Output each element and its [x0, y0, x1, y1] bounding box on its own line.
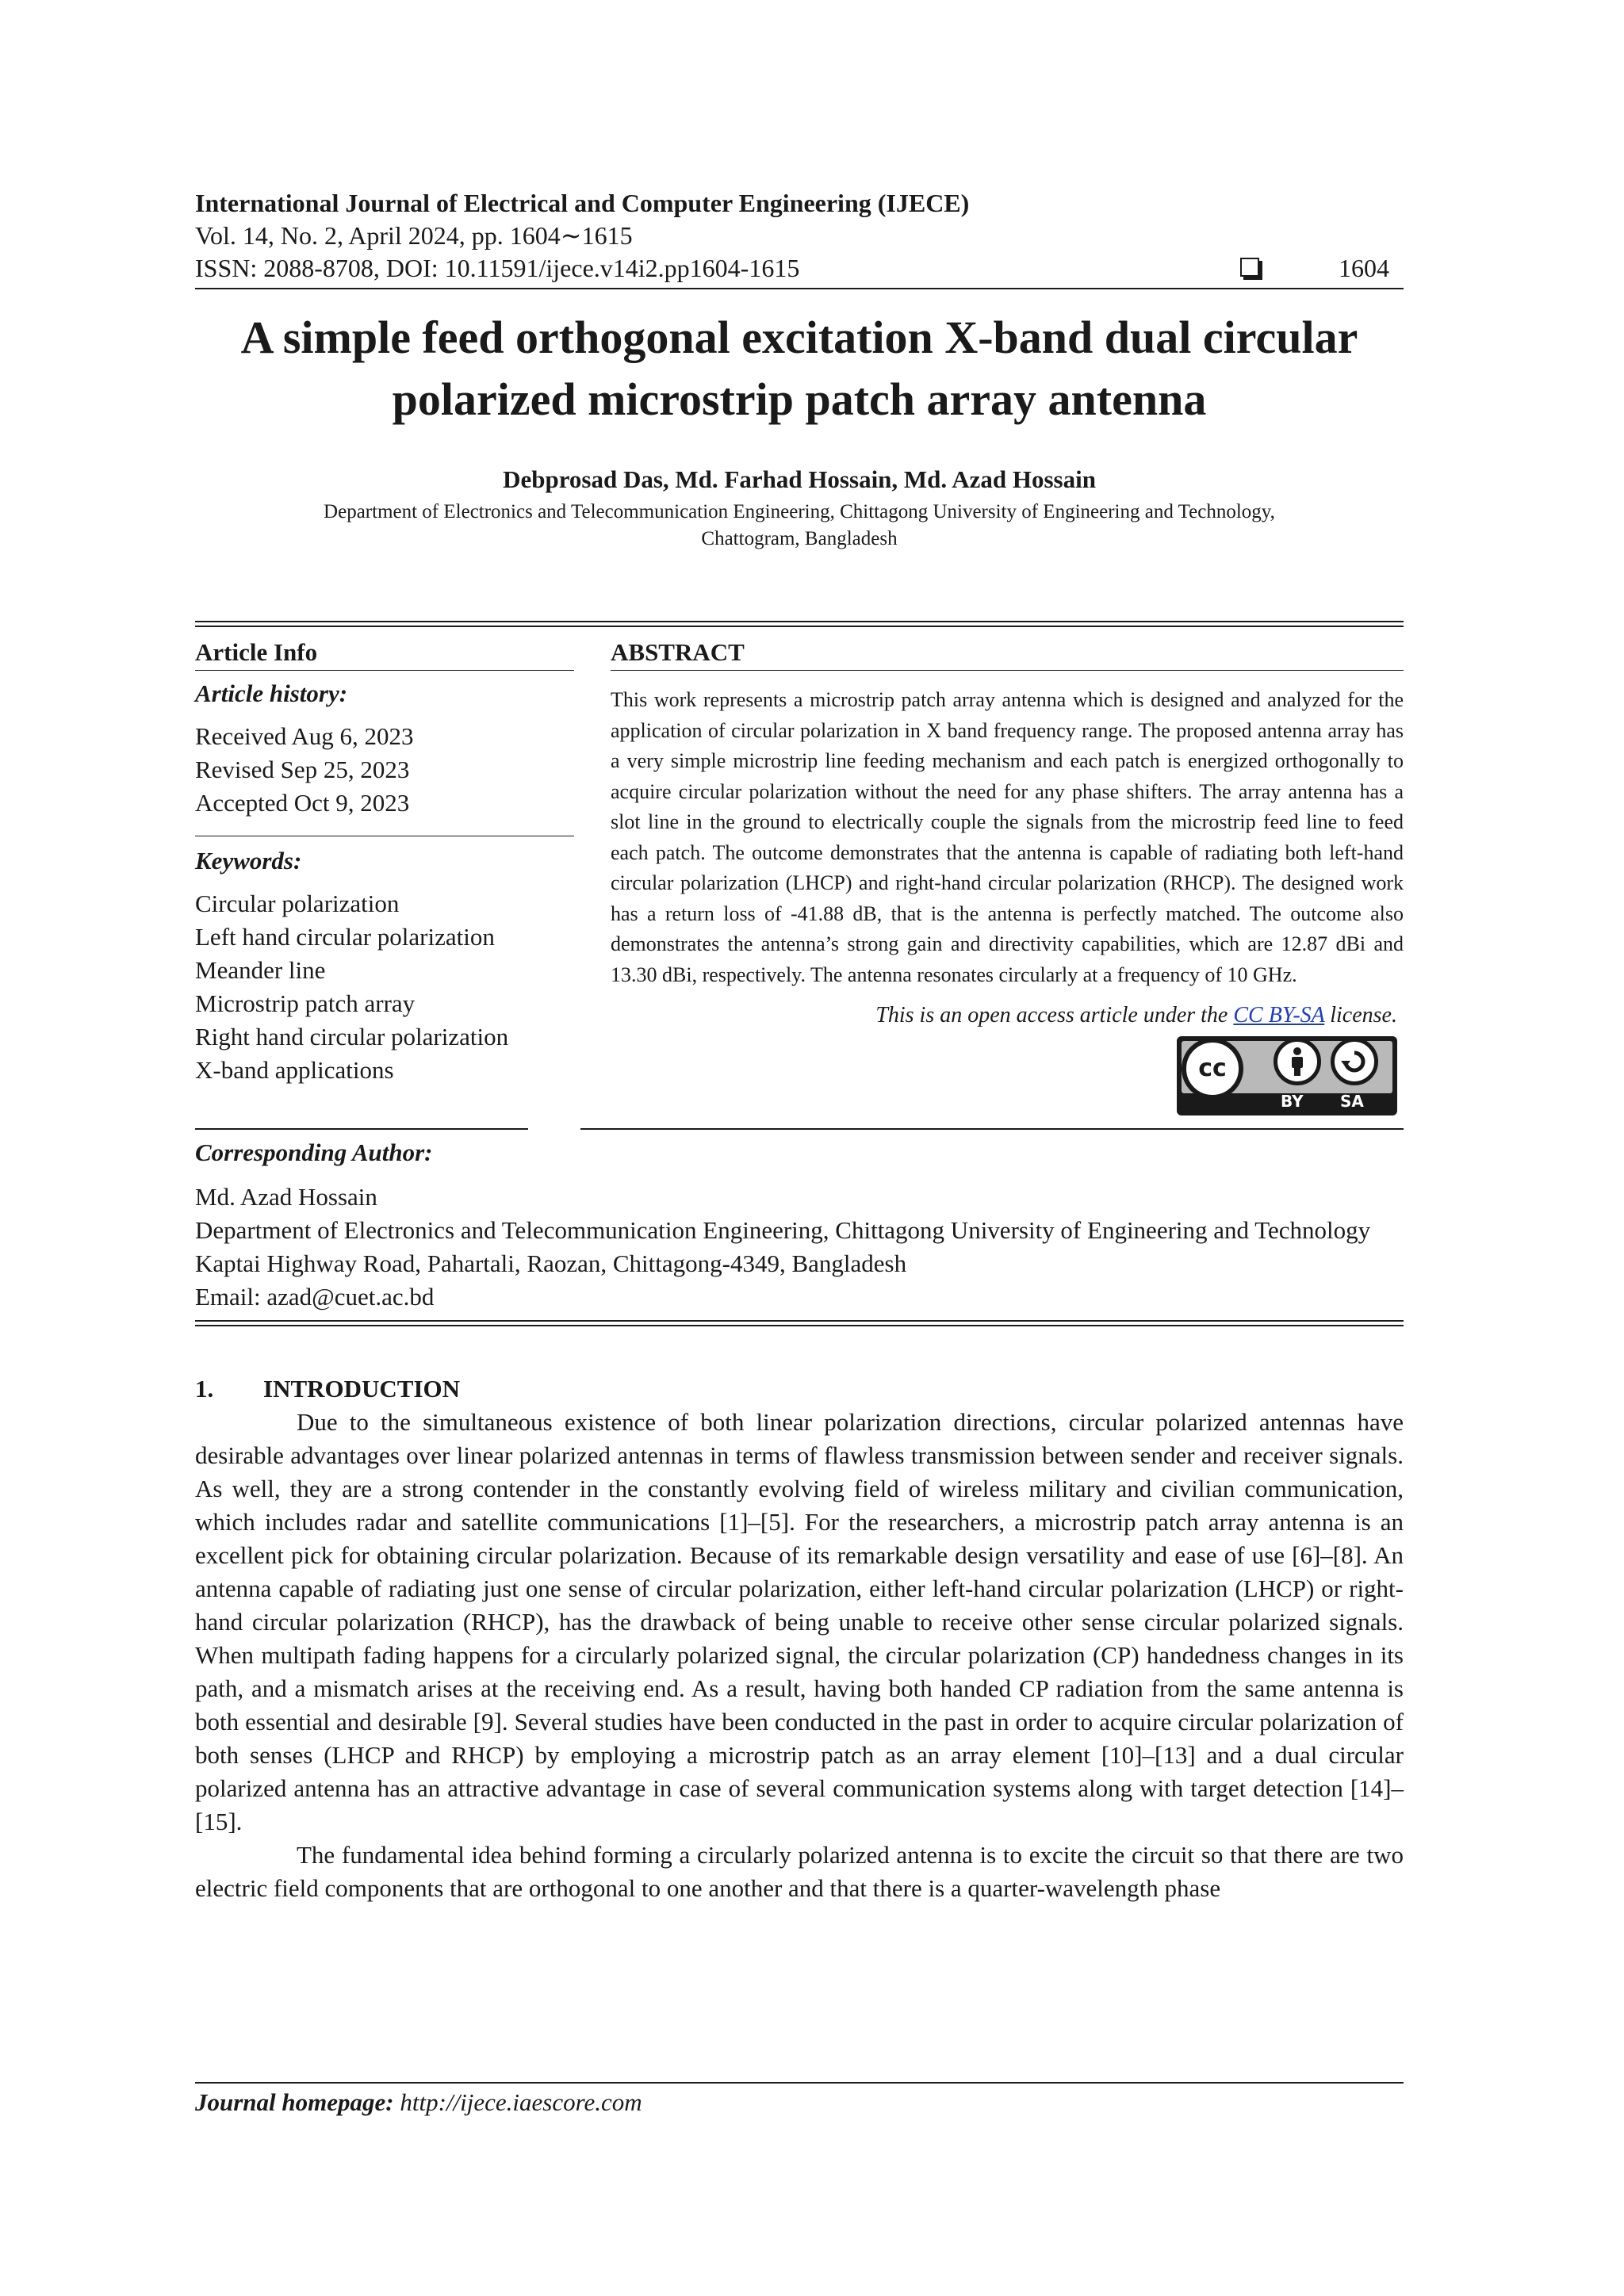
- cc-labels: [1177, 1092, 1397, 1112]
- corr-rule-right: [580, 1128, 1404, 1130]
- by-person-icon: [1274, 1038, 1321, 1085]
- section-number: 1.: [195, 1375, 214, 1402]
- cc-sa-label: SA: [1340, 1092, 1364, 1111]
- title-line-1: A simple feed orthogonal excitation X-band dual circular: [240, 312, 1358, 363]
- paper-title: [195, 307, 1404, 430]
- header-rule: [195, 288, 1404, 289]
- intro-paragraph-1: Due to the simultaneous existence of both linear polarization directions, circular polarized antennas have desirable advantages over linear polarized antennas in terms of flawless transmission between sender and receiver signals. As well, they are a strong contender in the constantly evolving field of wireless military and civilian communication, which includes radar and satellite communications [1]–[5]. For the researchers, a microstrip patch array antenna is an excellent pick for obtaining circular polarization. Because of its remarkable design versatility and ease of use [6]–[8]. An antenna capable of radiating just one sense of circular polarization, either left-hand circular polarization (LHCP) or right-hand circular polarization (RHCP), has the drawback of being unable to receive other sense circular polarized signals. When multipath fading happens for a circularly polarized signal, the circular polarization (CP) handedness changes in its path, and a mismatch arises at the receiving end. As a result, having both handed CP radiation from the same antenna is both essential and desirable [9]. Several studies have been conducted in the past in order to acquire circular polarization of both senses (LHCP and RHCP) by employing a microstrip patch as an array element [10]–[13] and a dual circular polarized antenna has an attractive advantage in case of several communication systems along with target detection [14]–[15].: [195, 1408, 1404, 1835]
- issn-line: [195, 252, 1404, 285]
- intro-paragraph-2: The fundamental idea behind forming a circularly polarized antenna is to excite the circuit so that there are two electric field components that are orthogonal to one another and that there is a quarter-wavelength phase: [195, 1841, 1404, 1902]
- authors: Debprosad Das, Md. Farhad Hossain, Md. Azad Hossain: [503, 465, 1096, 493]
- footer-url[interactable]: http://ijece.iaescore.com: [400, 2088, 642, 2116]
- keyword: Meander line: [195, 956, 326, 984]
- license-prefix: This is an open access article under the: [875, 1003, 1234, 1027]
- affiliation-line-1: Department of Electronics and Telecommunication Engineering, Chittagong University of Engineering and Technology,: [324, 501, 1275, 522]
- info-area: [195, 621, 1404, 1326]
- received-date: Received Aug 6, 2023: [195, 722, 414, 750]
- volume-line: Vol. 14, No. 2, April 2024, pp. 1604∼1615: [195, 221, 633, 250]
- issn-doi: ISSN: 2088-8708, DOI: 10.11591/ijece.v14i2.pp1604-1615: [195, 254, 800, 282]
- introduction-section: [195, 1372, 1404, 1905]
- corr-rule-left: [195, 1128, 528, 1130]
- abstract-column: [611, 627, 1404, 1117]
- person-icon: [1277, 1042, 1317, 1081]
- footer-label: Journal homepage:: [195, 2088, 394, 2116]
- keyword: Circular polarization: [195, 890, 400, 917]
- journal-name: International Journal of Electrical and Computer Engineering (IJECE): [195, 189, 970, 217]
- article-history-heading: Article history:: [195, 679, 348, 707]
- intro-body: [195, 1406, 1404, 1905]
- keyword: Left hand circular polarization: [195, 923, 495, 951]
- section-title: INTRODUCTION: [263, 1375, 461, 1402]
- sa-share-icon: [1331, 1038, 1378, 1085]
- keyword: X-band applications: [195, 1056, 394, 1084]
- info-columns: [195, 627, 1404, 1117]
- article-history: [195, 720, 574, 820]
- article-info-heading: Article Info: [195, 627, 574, 671]
- journal-header: [195, 187, 1404, 289]
- section-heading: [195, 1372, 1404, 1406]
- box-icon: [1240, 258, 1259, 277]
- cc-badge-wrap: [611, 1028, 1404, 1117]
- info-top-rule: [195, 621, 1404, 627]
- share-alike-icon: [1335, 1042, 1374, 1081]
- affiliation: [195, 499, 1404, 553]
- corr-email: Email: azad@cuet.ac.bd: [195, 1283, 435, 1311]
- keyword: Right hand circular polarization: [195, 1023, 509, 1050]
- info-bottom-rule: [195, 1320, 1404, 1326]
- corr-address: Kaptai Highway Road, Pahartali, Raozan, Chittagong-4349, Bangladesh: [195, 1249, 907, 1277]
- keywords-list: [195, 887, 574, 1087]
- accepted-date: Accepted Oct 9, 2023: [195, 789, 410, 817]
- page-number: 1604: [1339, 254, 1389, 282]
- cc-icon: cc: [1182, 1038, 1243, 1100]
- affiliation-line-2: Chattogram, Bangladesh: [701, 528, 898, 549]
- corresponding-heading: Corresponding Author:: [195, 1138, 433, 1166]
- abstract-heading: ABSTRACT: [611, 627, 1404, 671]
- corresponding-author: [195, 1136, 1404, 1314]
- keywords-heading: Keywords:: [195, 847, 302, 874]
- cc-by-label: BY: [1281, 1092, 1304, 1111]
- page-footer: [195, 2082, 1404, 2117]
- corr-rules: [195, 1128, 1404, 1130]
- license-suffix: license.: [1324, 1003, 1397, 1027]
- revised-date: Revised Sep 25, 2023: [195, 756, 410, 783]
- corr-name: Md. Azad Hossain: [195, 1183, 377, 1211]
- cc-by-sa-link[interactable]: CC BY-SA: [1233, 1003, 1325, 1027]
- corr-dept: Department of Electronics and Telecommunication Engineering, Chittagong University of Engineering and Technology: [195, 1216, 1371, 1244]
- title-line-2: polarized microstrip patch array antenna: [392, 373, 1207, 425]
- abstract-text: This work represents a microstrip patch array antenna which is designed and analyzed for the application of circular polarization in X band frequency range. The proposed antenna array has a very simple microstrip line feeding mechanism and each patch is energized orthogonally to acquire circular polarization without the need for any phase shifters. The array antenna has a slot line in the ground to electrically couple the signals from the microstrip feed line to feed each patch. The outcome demonstrates that the antenna is capable of radiating both left-hand circular polarization (LHCP) and right-hand circular polarization (RHCP). The designed work has a return loss of -41.88 dB, that is the antenna is perfectly matched. The outcome also demonstrates the antenna’s strong gain and directivity capabilities, which are 12.87 dBi and 13.30 dBi, respectively. The antenna resonates circularly at a frequency of 10 GHz.: [611, 688, 1404, 986]
- page-number-wrap: [1240, 252, 1389, 285]
- keyword: Microstrip patch array: [195, 989, 416, 1017]
- page: [195, 187, 1404, 1905]
- article-info-column: [195, 627, 574, 1117]
- cc-by-sa-badge[interactable]: [1177, 1036, 1397, 1115]
- license-line: [611, 1003, 1404, 1028]
